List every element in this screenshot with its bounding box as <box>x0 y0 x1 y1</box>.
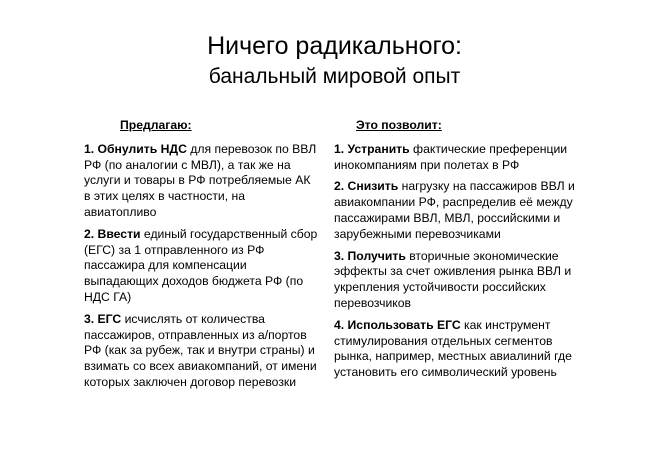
benefit-item-4 <box>334 318 586 381</box>
slide-title <box>0 30 669 92</box>
proposals-heading: Предлагаю: <box>120 118 192 132</box>
benefit-lead: 3. Получить <box>334 248 406 263</box>
benefit-item-3 <box>334 249 586 312</box>
proposal-item-1 <box>84 142 320 221</box>
benefit-item-1 <box>334 142 586 174</box>
proposal-lead: 1. Обнулить НДС <box>84 141 187 156</box>
proposal-lead: 2. Ввести <box>84 226 141 241</box>
title-line-1: Ничего радикального: <box>207 32 462 60</box>
proposal-text: для перевозок по ВВЛ РФ (по аналогии с МВЛ), а так же на услуги и товары в РФ потребляемые АК в этих целях в частности, на авиатопливо <box>84 141 317 219</box>
benefit-lead: 2. Снизить <box>334 179 399 194</box>
benefit-lead: 4. Использовать ЕГС <box>334 317 461 332</box>
proposals-column <box>84 118 320 397</box>
benefit-text: вторичные экономические эффекты за счет оживления рынка ВВЛ и укрепления устойчивости российских перевозчиков <box>334 248 572 310</box>
benefits-column <box>334 118 586 387</box>
benefit-lead: 1. Устранить <box>334 141 410 156</box>
benefit-item-2 <box>334 179 586 242</box>
benefit-text: нагрузку на пассажиров ВВЛ и авиакомпании РФ, распределив её между пассажирами ВВЛ, МВЛ, российскими и зарубежными перевозчиками <box>334 179 575 241</box>
benefits-heading: Это позволит: <box>356 118 442 132</box>
proposal-item-2 <box>84 227 320 306</box>
proposal-text: исчислять от количества пассажиров, отправленных из а/портов РФ (как за рубеж, так и внутри страны) и взимать со всех авиакомпаний, от имени которых заключен договор перевозки <box>84 311 317 389</box>
benefit-text: фактические преференции инокомпаниям при полетах в РФ <box>334 141 568 172</box>
proposal-lead: 3. ЕГС <box>84 311 122 326</box>
benefit-text: как инструмент стимулирования отдельных сегментов рынка, например, местных авиалиний где установить его символический уровень <box>334 317 572 380</box>
proposal-text: единый государственный сбор (ЕГС) за 1 отправленного из РФ пассажира для компенсации выпадающих доходов бюджета РФ (по НДС ГА) <box>84 226 318 304</box>
title-line-2: банальный мировой опыт <box>208 65 461 88</box>
proposal-item-3 <box>84 312 320 391</box>
